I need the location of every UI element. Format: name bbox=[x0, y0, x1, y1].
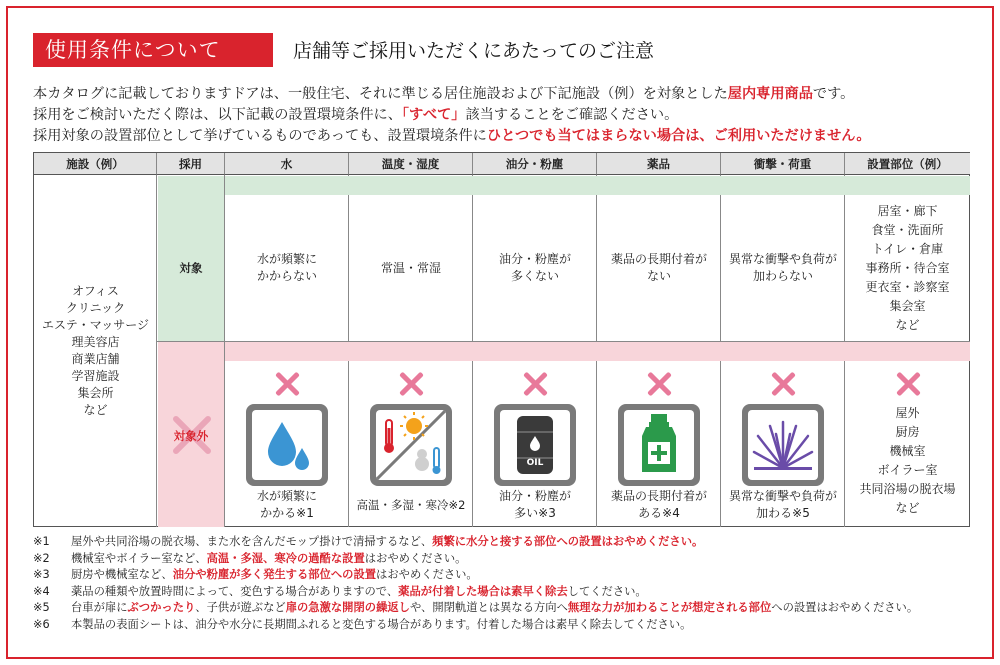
excluded-temperature: 高温・多湿・寒冷※2 bbox=[356, 497, 466, 512]
target-impact: 異常な衝撃や負荷が 加わらない bbox=[728, 252, 837, 283]
target-temperature: 常温・常湿 bbox=[380, 260, 441, 275]
target-chemicals: 薬品の長期付着が ない bbox=[610, 252, 707, 283]
intro-line2: 採用をご検討いただく際は、以下記載の設置環境条件に、 bbox=[33, 107, 402, 123]
header-location: 設置部位（例） bbox=[845, 153, 970, 175]
intro-line2-end: 該当することをご確認ください。 bbox=[465, 107, 679, 123]
footnote-1: ※1 屋外や共同浴場の脱衣場、また水を含んだモップ掛けで清掃するなど、頻繁に水分と接する部位への設置はおやめください。 bbox=[33, 535, 704, 548]
excluded-water: 水が頻繁に かかる※1 bbox=[256, 489, 317, 520]
intro-line3: 採用対象の設置部位として挙げているものであっても、設置環境条件に bbox=[33, 128, 487, 144]
cross-mark-icon bbox=[274, 371, 300, 397]
target-label: 対象 bbox=[179, 260, 203, 275]
header-oil-dust: 油分・粉塵 bbox=[473, 153, 597, 175]
excluded-label: 対象外 bbox=[173, 428, 209, 443]
target-oil-dust: 油分・粉塵が 多くない bbox=[498, 252, 571, 283]
header-temperature: 温度・湿度 bbox=[349, 153, 473, 175]
cross-mark-icon bbox=[646, 371, 672, 397]
excluded-chemicals: 薬品の長期付着が ある※4 bbox=[610, 489, 707, 520]
intro-line1: 本カタログに記載しておりますドアは、一般住宅、それに準じる居住施設および下記施設（例）を対象とした bbox=[33, 86, 728, 102]
conditions-table bbox=[33, 152, 970, 527]
header-water: 水 bbox=[225, 153, 349, 175]
cross-mark-icon bbox=[895, 371, 921, 397]
header-adoption: 採用 bbox=[157, 153, 225, 175]
impact-burst-icon bbox=[742, 404, 824, 486]
intro-line1-end: です。 bbox=[812, 86, 855, 102]
footnote-5: ※5 台車が扉にぶつかったり、子供が遊ぶなど扉の急激な開閉の繰返しや、開閉軌道とは異なる方向へ無理な力が加わることが想定される部位への設置はおやめください。 bbox=[33, 601, 919, 614]
oil-label: OIL bbox=[526, 458, 544, 468]
cross-mark-icon bbox=[770, 371, 796, 397]
header-facility: 施設（例） bbox=[34, 153, 157, 175]
intro-line2-highlight: 「すべて」 bbox=[401, 107, 466, 123]
section-title: 使用条件について bbox=[33, 33, 273, 67]
cross-mark-icon bbox=[522, 371, 548, 397]
target-water: 水が頻繁に かからない bbox=[256, 252, 317, 283]
intro-line1-highlight: 屋内専用商品 bbox=[727, 86, 813, 102]
medicine-bottle-icon bbox=[618, 404, 700, 486]
section-subtitle: 店舗等ご採用いただくにあたってのご注意 bbox=[293, 40, 655, 62]
intro-line3-highlight: ひとつでも当てはまらない場合は、ご利用いただけません。 bbox=[486, 128, 871, 144]
footnote-4: ※4 薬品の種類や放置時間によって、変色する場合がありますので、薬品が付着した場合は素早く除去してください。 bbox=[33, 584, 647, 598]
temperature-icon bbox=[370, 404, 452, 486]
header-chemicals: 薬品 bbox=[597, 153, 721, 175]
excluded-oil-dust: 油分・粉塵が 多い※3 bbox=[498, 489, 571, 520]
footnote-3: ※3 厨房や機械室など、油分や粉塵が多く発生する部位への設置はおやめください。 bbox=[33, 568, 478, 581]
footnote-6: ※6 本製品の表面シートは、油分や水分に長期間ふれると変色する場合があります。付着した場合は素早く除去してください。 bbox=[33, 617, 692, 631]
oil-drum-icon bbox=[494, 404, 576, 486]
target-band bbox=[225, 176, 970, 195]
footnotes bbox=[33, 534, 973, 633]
water-drops-icon bbox=[246, 404, 328, 486]
excluded-locations: 屋外 厨房 機械室 ボイラー室 共同浴場の脱衣場 など bbox=[859, 406, 956, 515]
excluded-band bbox=[225, 342, 970, 361]
footnote-2: ※2 機械室やボイラー室など、高温・多湿、寒冷の過酷な設置はおやめください。 bbox=[33, 551, 467, 565]
cross-mark-icon bbox=[398, 371, 424, 397]
header-impact: 衝撃・荷重 bbox=[721, 153, 845, 175]
intro-text bbox=[33, 84, 983, 147]
target-locations: 居室・廊下 食堂・洗面所 トイレ・倉庫 事務所・待合室 更衣室・診察室 集会室 など bbox=[865, 203, 950, 332]
excluded-impact: 異常な衝撃や負荷が 加わる※5 bbox=[728, 489, 837, 520]
facility-list: オフィス クリニック エステ・マッサージ 理美容店 商業店舗 学習施設 集会所 など bbox=[41, 284, 150, 417]
